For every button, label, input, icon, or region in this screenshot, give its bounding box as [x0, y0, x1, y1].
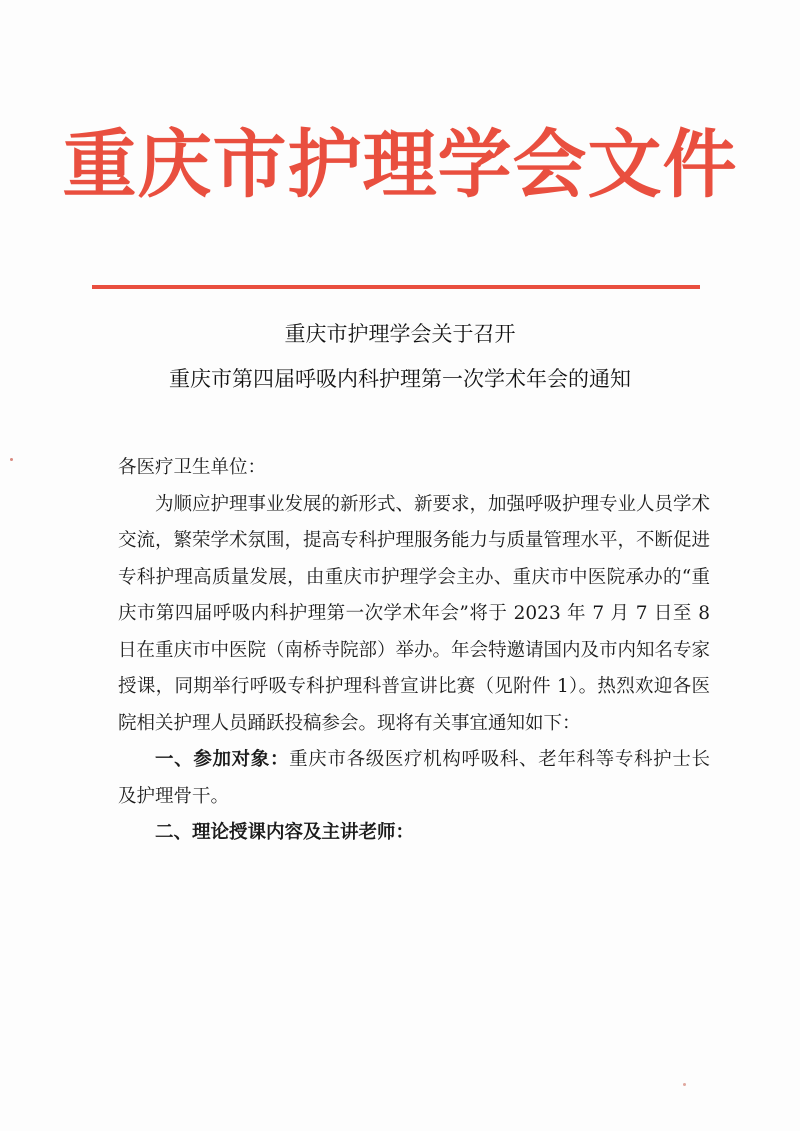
section-2-paragraph — [118, 815, 710, 852]
scan-speck — [10, 458, 13, 461]
scan-speck — [683, 1083, 686, 1086]
section-1-heading: 一、参加对象： — [155, 749, 290, 770]
masthead-title: 重庆市护理学会文件 — [62, 122, 738, 208]
intro-paragraph: 为顺应护理事业发展的新形式、新要求，加强呼吸护理专业人员学术交流，繁荣学术氛围，提高专科护理服务能力与质量管理水平，不断促进专科护理高质量发展，由重庆市护理学会主办、重庆市中医院承办的“重庆市第四届呼吸内科护理第一次学术年会”将于 2023 年 7 月 7 日至 8 日在重庆市中医院（南桥寺院部）举办。年会特邀请国内及市内知名专家授课，同期举行呼吸专科护理科普宣讲比赛（见附件 1）。热烈欢迎各医院相关护理人员踊跃投稿参会。现将有关事宜通知如下： — [118, 493, 711, 734]
notice-title-line1: 重庆市护理学会关于召开 — [284, 322, 516, 346]
notice-title-line2: 重庆市第四届呼吸内科护理第一次学术年会的通知 — [169, 367, 631, 391]
masthead-divider — [92, 285, 700, 289]
section-2-heading: 二、理论授课内容及主讲老师： — [155, 822, 415, 843]
salutation: 各医疗卫生单位： — [118, 457, 267, 478]
section-1-text: 重庆市各级医疗机构呼吸科、老年科等专科护士长及护理骨干。 — [118, 749, 710, 807]
notice-body — [118, 450, 710, 852]
section-1-paragraph — [118, 742, 710, 815]
